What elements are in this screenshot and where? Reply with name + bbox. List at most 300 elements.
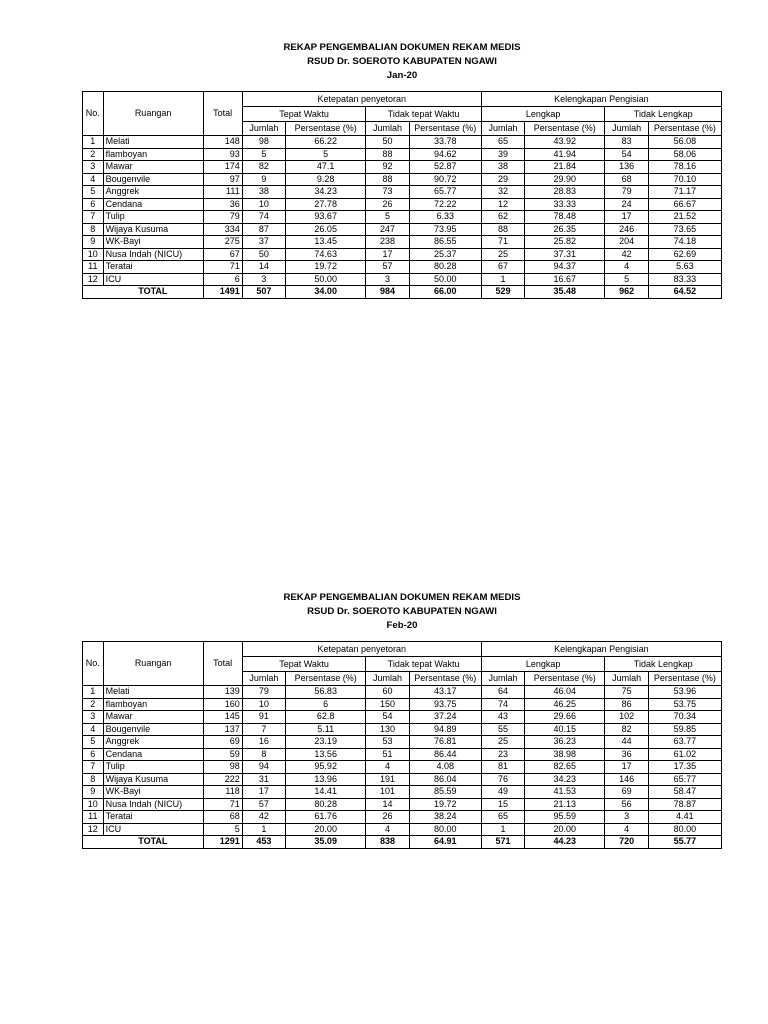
table-cell: 88: [366, 173, 409, 186]
table-cell: 11: [83, 811, 104, 824]
header-jumlah: Jumlah: [605, 672, 648, 686]
table-cell: 39: [481, 148, 524, 161]
table-row: [83, 236, 722, 249]
table-cell: 29: [481, 173, 524, 186]
report-jan: [82, 41, 722, 299]
table-cell: 86.44: [409, 748, 481, 761]
table-cell: 16.67: [525, 273, 605, 286]
table-cell: 71: [481, 236, 524, 249]
table-cell: 56.08: [648, 136, 721, 149]
table-row: [83, 223, 722, 236]
table-cell: 61.02: [648, 748, 721, 761]
room-name-cell: Mawar: [103, 711, 203, 724]
table-cell: 68: [203, 811, 242, 824]
table-cell: 50: [366, 136, 409, 149]
table-cell: 56.83: [286, 686, 366, 699]
table-cell: 94.37: [525, 261, 605, 274]
table-cell: 78.87: [648, 798, 721, 811]
header-ketepatan: Ketepatan penyetoran: [242, 642, 481, 657]
table-row: [83, 698, 722, 711]
table-cell: 118: [203, 786, 242, 799]
table-cell: 37: [242, 236, 285, 249]
table-cell: 25: [481, 736, 524, 749]
header-jumlah: Jumlah: [605, 122, 648, 136]
table-cell: 86.55: [409, 236, 481, 249]
table-cell: 8: [242, 748, 285, 761]
table-cell: 3: [242, 273, 285, 286]
table-cell: 50.00: [286, 273, 366, 286]
table-cell: 150: [366, 698, 409, 711]
table-cell: 46.04: [525, 686, 605, 699]
table-cell: 2: [83, 148, 104, 161]
table-cell: 62: [481, 211, 524, 224]
room-name-cell: Mawar: [103, 161, 203, 174]
table-cell: 3: [366, 273, 409, 286]
table-cell: 3: [83, 711, 104, 724]
table-cell: 79: [605, 186, 648, 199]
table-cell: 78.16: [648, 161, 721, 174]
table-cell: 17: [605, 761, 648, 774]
header-tepat-waktu: Tepat Waktu: [242, 107, 366, 122]
room-name-cell: Anggrek: [103, 186, 203, 199]
table-cell: 34.23: [286, 186, 366, 199]
table-cell: 75: [605, 686, 648, 699]
total-row: [83, 836, 722, 849]
room-name-cell: WK-Bayi: [103, 236, 203, 249]
table-cell: 31: [242, 773, 285, 786]
table-cell: [83, 836, 104, 849]
header-ketepatan: Ketepatan penyetoran: [242, 92, 481, 107]
table-cell: 57: [242, 798, 285, 811]
table-row: [83, 748, 722, 761]
table-cell: 73.95: [409, 223, 481, 236]
table-cell: 86: [605, 698, 648, 711]
table-cell: 44: [605, 736, 648, 749]
table-cell: 42: [605, 248, 648, 261]
table-cell: 95.92: [286, 761, 366, 774]
table-cell: 53.96: [648, 686, 721, 699]
room-name-cell: Melati: [103, 136, 203, 149]
table-cell: 58.06: [648, 148, 721, 161]
table-row: [83, 761, 722, 774]
table-cell: 69: [203, 736, 242, 749]
table-cell: 66.22: [286, 136, 366, 149]
table-cell: 14.41: [286, 786, 366, 799]
table-cell: 86.04: [409, 773, 481, 786]
table-cell: 6: [83, 748, 104, 761]
table-cell: 69: [605, 786, 648, 799]
table-cell: 98: [203, 761, 242, 774]
total-cell: 962: [605, 286, 648, 299]
table-cell: 17: [366, 248, 409, 261]
table-cell: 50: [242, 248, 285, 261]
table-cell: 80.28: [286, 798, 366, 811]
total-cell: 35.48: [525, 286, 605, 299]
table-body: [83, 686, 722, 849]
table-cell: 146: [605, 773, 648, 786]
table-cell: 5.63: [648, 261, 721, 274]
table-cell: 73.65: [648, 223, 721, 236]
table-cell: 74.63: [286, 248, 366, 261]
table-cell: 27.78: [286, 198, 366, 211]
report-feb: [82, 591, 722, 849]
total-label: TOTAL: [103, 286, 203, 299]
table-cell: 4: [366, 823, 409, 836]
table-cell: 9: [83, 786, 104, 799]
header-no: No.: [83, 92, 104, 136]
hospital-name: RSUD Dr. SOEROTO KABUPATEN NGAWI: [307, 606, 497, 617]
table-cell: 275: [203, 236, 242, 249]
table-cell: 13.56: [286, 748, 366, 761]
total-cell: 838: [366, 836, 409, 849]
table-cell: 74: [242, 211, 285, 224]
table-cell: 37.31: [525, 248, 605, 261]
table-cell: 136: [605, 161, 648, 174]
table-row: [83, 723, 722, 736]
table-cell: 65.77: [648, 773, 721, 786]
table-row: [83, 773, 722, 786]
table-row: [83, 811, 722, 824]
table-cell: 70.10: [648, 173, 721, 186]
total-cell: 34.00: [286, 286, 366, 299]
table-cell: 16: [242, 736, 285, 749]
table-row: [83, 198, 722, 211]
total-cell: 1291: [203, 836, 242, 849]
table-cell: 54: [366, 711, 409, 724]
room-name-cell: flamboyan: [103, 698, 203, 711]
table-cell: 26.35: [525, 223, 605, 236]
table-row: [83, 711, 722, 724]
table-cell: 12: [83, 273, 104, 286]
table-cell: 78.48: [525, 211, 605, 224]
table-cell: 54: [605, 148, 648, 161]
table-cell: 72.22: [409, 198, 481, 211]
table-cell: 47.1: [286, 161, 366, 174]
table-cell: 9: [83, 236, 104, 249]
table-cell: 4: [83, 723, 104, 736]
table-cell: 65: [481, 811, 524, 824]
room-name-cell: ICU: [103, 823, 203, 836]
table-cell: 70.34: [648, 711, 721, 724]
room-name-cell: Teratai: [103, 811, 203, 824]
table-cell: 130: [366, 723, 409, 736]
table-cell: 5: [242, 148, 285, 161]
table-row: [83, 686, 722, 699]
table-row: [83, 823, 722, 836]
table-cell: 13.96: [286, 773, 366, 786]
table-cell: 28.83: [525, 186, 605, 199]
table-cell: 17: [605, 211, 648, 224]
table-cell: 7: [242, 723, 285, 736]
table-cell: 5: [83, 186, 104, 199]
header-tidak-lengkap: Tidak Lengkap: [605, 657, 722, 672]
table-cell: 73: [366, 186, 409, 199]
room-name-cell: WK-Bayi: [103, 786, 203, 799]
table-cell: 7: [83, 211, 104, 224]
room-name-cell: Wijaya Kusuma: [103, 773, 203, 786]
table-cell: 204: [605, 236, 648, 249]
header-kelengkapan: Kelengkapan Pengisian: [481, 92, 721, 107]
table-cell: 1: [83, 686, 104, 699]
total-cell: 571: [481, 836, 524, 849]
table-cell: 43.17: [409, 686, 481, 699]
table-cell: 17.35: [648, 761, 721, 774]
table-row: [83, 211, 722, 224]
table-cell: 41.53: [525, 786, 605, 799]
table-cell: 6: [203, 273, 242, 286]
table-cell: 4.41: [648, 811, 721, 824]
table-cell: 23.19: [286, 736, 366, 749]
room-name-cell: Cendana: [103, 748, 203, 761]
table-cell: 9: [242, 173, 285, 186]
table-cell: 88: [366, 148, 409, 161]
table-cell: 11: [83, 261, 104, 274]
table-cell: 36.23: [525, 736, 605, 749]
table-cell: 55: [481, 723, 524, 736]
table-cell: 92: [366, 161, 409, 174]
total-cell: 453: [242, 836, 285, 849]
table-cell: 247: [366, 223, 409, 236]
table-cell: 12: [481, 198, 524, 211]
table-cell: 222: [203, 773, 242, 786]
table-cell: 36: [605, 748, 648, 761]
table-cell: 40.15: [525, 723, 605, 736]
table-cell: 57: [366, 261, 409, 274]
header-total: Total: [203, 642, 242, 686]
table-cell: 67: [481, 261, 524, 274]
table-cell: 111: [203, 186, 242, 199]
table-cell: 19.72: [286, 261, 366, 274]
room-name-cell: Nusa Indah (NICU): [103, 798, 203, 811]
table-cell: 25.82: [525, 236, 605, 249]
table-cell: 21.13: [525, 798, 605, 811]
total-row: [83, 286, 722, 299]
table-cell: 61.76: [286, 811, 366, 824]
table-cell: 4: [605, 261, 648, 274]
table-cell: 59: [203, 748, 242, 761]
table-cell: 93.67: [286, 211, 366, 224]
report-titles: [82, 41, 722, 83]
table-cell: 50.00: [409, 273, 481, 286]
table-cell: 90.72: [409, 173, 481, 186]
table-cell: 82: [605, 723, 648, 736]
table-cell: 17: [242, 786, 285, 799]
table-row: [83, 736, 722, 749]
header-tidak-tepat-waktu: Tidak tepat Waktu: [366, 657, 481, 672]
table-cell: 65: [481, 136, 524, 149]
total-cell: 529: [481, 286, 524, 299]
rekap-table: [82, 91, 722, 299]
table-cell: 3: [83, 161, 104, 174]
table-body: [83, 136, 722, 299]
header-jumlah: Jumlah: [366, 122, 409, 136]
table-cell: 87: [242, 223, 285, 236]
table-cell: 98: [242, 136, 285, 149]
table-cell: 191: [366, 773, 409, 786]
table-cell: 67: [203, 248, 242, 261]
table-cell: 62.8: [286, 711, 366, 724]
table-cell: 80.00: [409, 823, 481, 836]
table-cell: 5.11: [286, 723, 366, 736]
table-cell: 32: [481, 186, 524, 199]
table-cell: 26: [366, 811, 409, 824]
table-cell: 139: [203, 686, 242, 699]
table-row: [83, 786, 722, 799]
table-cell: 38: [481, 161, 524, 174]
total-cell: 64.52: [648, 286, 721, 299]
table-cell: 3: [605, 811, 648, 824]
table-cell: 59.85: [648, 723, 721, 736]
table-cell: 74: [481, 698, 524, 711]
table-cell: 26.05: [286, 223, 366, 236]
table-row: [83, 273, 722, 286]
total-label: TOTAL: [103, 836, 203, 849]
room-name-cell: Teratai: [103, 261, 203, 274]
table-cell: 13.45: [286, 236, 366, 249]
header-lengkap: Lengkap: [481, 657, 605, 672]
total-cell: 64.91: [409, 836, 481, 849]
table-cell: 79: [242, 686, 285, 699]
report-titles: [82, 591, 722, 633]
total-cell: 1491: [203, 286, 242, 299]
table-cell: 246: [605, 223, 648, 236]
header-lengkap: Lengkap: [481, 107, 605, 122]
table-cell: 25: [481, 248, 524, 261]
table-cell: 95.59: [525, 811, 605, 824]
table-cell: 91: [242, 711, 285, 724]
table-cell: 64: [481, 686, 524, 699]
room-name-cell: Wijaya Kusuma: [103, 223, 203, 236]
table-cell: 33.78: [409, 136, 481, 149]
table-cell: 7: [83, 761, 104, 774]
table-cell: 6.33: [409, 211, 481, 224]
table-cell: 5: [366, 211, 409, 224]
header-tepat-waktu: Tepat Waktu: [242, 657, 366, 672]
table-cell: 94.62: [409, 148, 481, 161]
total-cell: 984: [366, 286, 409, 299]
table-cell: 65.77: [409, 186, 481, 199]
table-cell: 68: [605, 173, 648, 186]
table-cell: 8: [83, 223, 104, 236]
table-cell: 37.24: [409, 711, 481, 724]
table-cell: 6: [83, 198, 104, 211]
table-cell: 58.47: [648, 786, 721, 799]
table-row: [83, 161, 722, 174]
table-cell: 1: [242, 823, 285, 836]
table-row: [83, 261, 722, 274]
header-jumlah: Jumlah: [242, 672, 285, 686]
hospital-name: RSUD Dr. SOEROTO KABUPATEN NGAWI: [307, 56, 497, 67]
header-jumlah: Jumlah: [481, 672, 524, 686]
table-cell: 20.00: [286, 823, 366, 836]
table-cell: 10: [83, 798, 104, 811]
table-cell: 12: [83, 823, 104, 836]
report-title: REKAP PENGEMBALIAN DOKUMEN REKAM MEDIS: [283, 42, 521, 53]
table-cell: 19.72: [409, 798, 481, 811]
table-cell: 15: [481, 798, 524, 811]
table-cell: 23: [481, 748, 524, 761]
table-cell: 5: [83, 736, 104, 749]
header-persentase: Persentase (%): [525, 672, 605, 686]
table-cell: 1: [481, 273, 524, 286]
header-tidak-tepat-waktu: Tidak tepat Waktu: [366, 107, 481, 122]
table-cell: 4: [83, 173, 104, 186]
table-cell: 82.65: [525, 761, 605, 774]
table-cell: 85.59: [409, 786, 481, 799]
report-period: Feb-20: [386, 620, 418, 631]
table-cell: 14: [242, 261, 285, 274]
total-cell: 55.77: [648, 836, 721, 849]
table-cell: 334: [203, 223, 242, 236]
table-cell: 160: [203, 698, 242, 711]
table-cell: 71.17: [648, 186, 721, 199]
room-name-cell: Tulip: [103, 761, 203, 774]
table-cell: 9.28: [286, 173, 366, 186]
table-cell: 42: [242, 811, 285, 824]
table-cell: 8: [83, 773, 104, 786]
header-jumlah: Jumlah: [366, 672, 409, 686]
table-row: [83, 148, 722, 161]
header-ruangan: Ruangan: [103, 92, 203, 136]
total-cell: 66.00: [409, 286, 481, 299]
header-persentase: Persentase (%): [286, 122, 366, 136]
table-cell: 79: [203, 211, 242, 224]
table-cell: 4: [366, 761, 409, 774]
table-cell: 137: [203, 723, 242, 736]
room-name-cell: Melati: [103, 686, 203, 699]
header-persentase: Persentase (%): [286, 672, 366, 686]
table-cell: 4: [605, 823, 648, 836]
room-name-cell: Cendana: [103, 198, 203, 211]
table-cell: 76: [481, 773, 524, 786]
header-jumlah: Jumlah: [481, 122, 524, 136]
table-cell: 93.75: [409, 698, 481, 711]
table-cell: 1: [83, 136, 104, 149]
table-row: [83, 186, 722, 199]
table-cell: 88: [481, 223, 524, 236]
table-cell: 43: [481, 711, 524, 724]
header-tidak-lengkap: Tidak Lengkap: [605, 107, 722, 122]
table-cell: 20.00: [525, 823, 605, 836]
header-persentase: Persentase (%): [525, 122, 605, 136]
report-title: REKAP PENGEMBALIAN DOKUMEN REKAM MEDIS: [283, 592, 521, 603]
rekap-table: [82, 641, 722, 849]
table-cell: 5: [286, 148, 366, 161]
table-cell: 80.00: [648, 823, 721, 836]
header-jumlah: Jumlah: [242, 122, 285, 136]
table-cell: [83, 286, 104, 299]
table-cell: 66.67: [648, 198, 721, 211]
table-row: [83, 136, 722, 149]
table-cell: 5: [605, 273, 648, 286]
table-cell: 46.25: [525, 698, 605, 711]
room-name-cell: Anggrek: [103, 736, 203, 749]
table-cell: 62.69: [648, 248, 721, 261]
table-cell: 25.37: [409, 248, 481, 261]
table-cell: 63.77: [648, 736, 721, 749]
table-cell: 43.92: [525, 136, 605, 149]
table-cell: 14: [366, 798, 409, 811]
table-cell: 71: [203, 798, 242, 811]
table-cell: 10: [83, 248, 104, 261]
table-cell: 53.75: [648, 698, 721, 711]
table-cell: 56: [605, 798, 648, 811]
header-ruangan: Ruangan: [103, 642, 203, 686]
table-cell: 53: [366, 736, 409, 749]
table-cell: 60: [366, 686, 409, 699]
table-cell: 76.81: [409, 736, 481, 749]
room-name-cell: Nusa Indah (NICU): [103, 248, 203, 261]
